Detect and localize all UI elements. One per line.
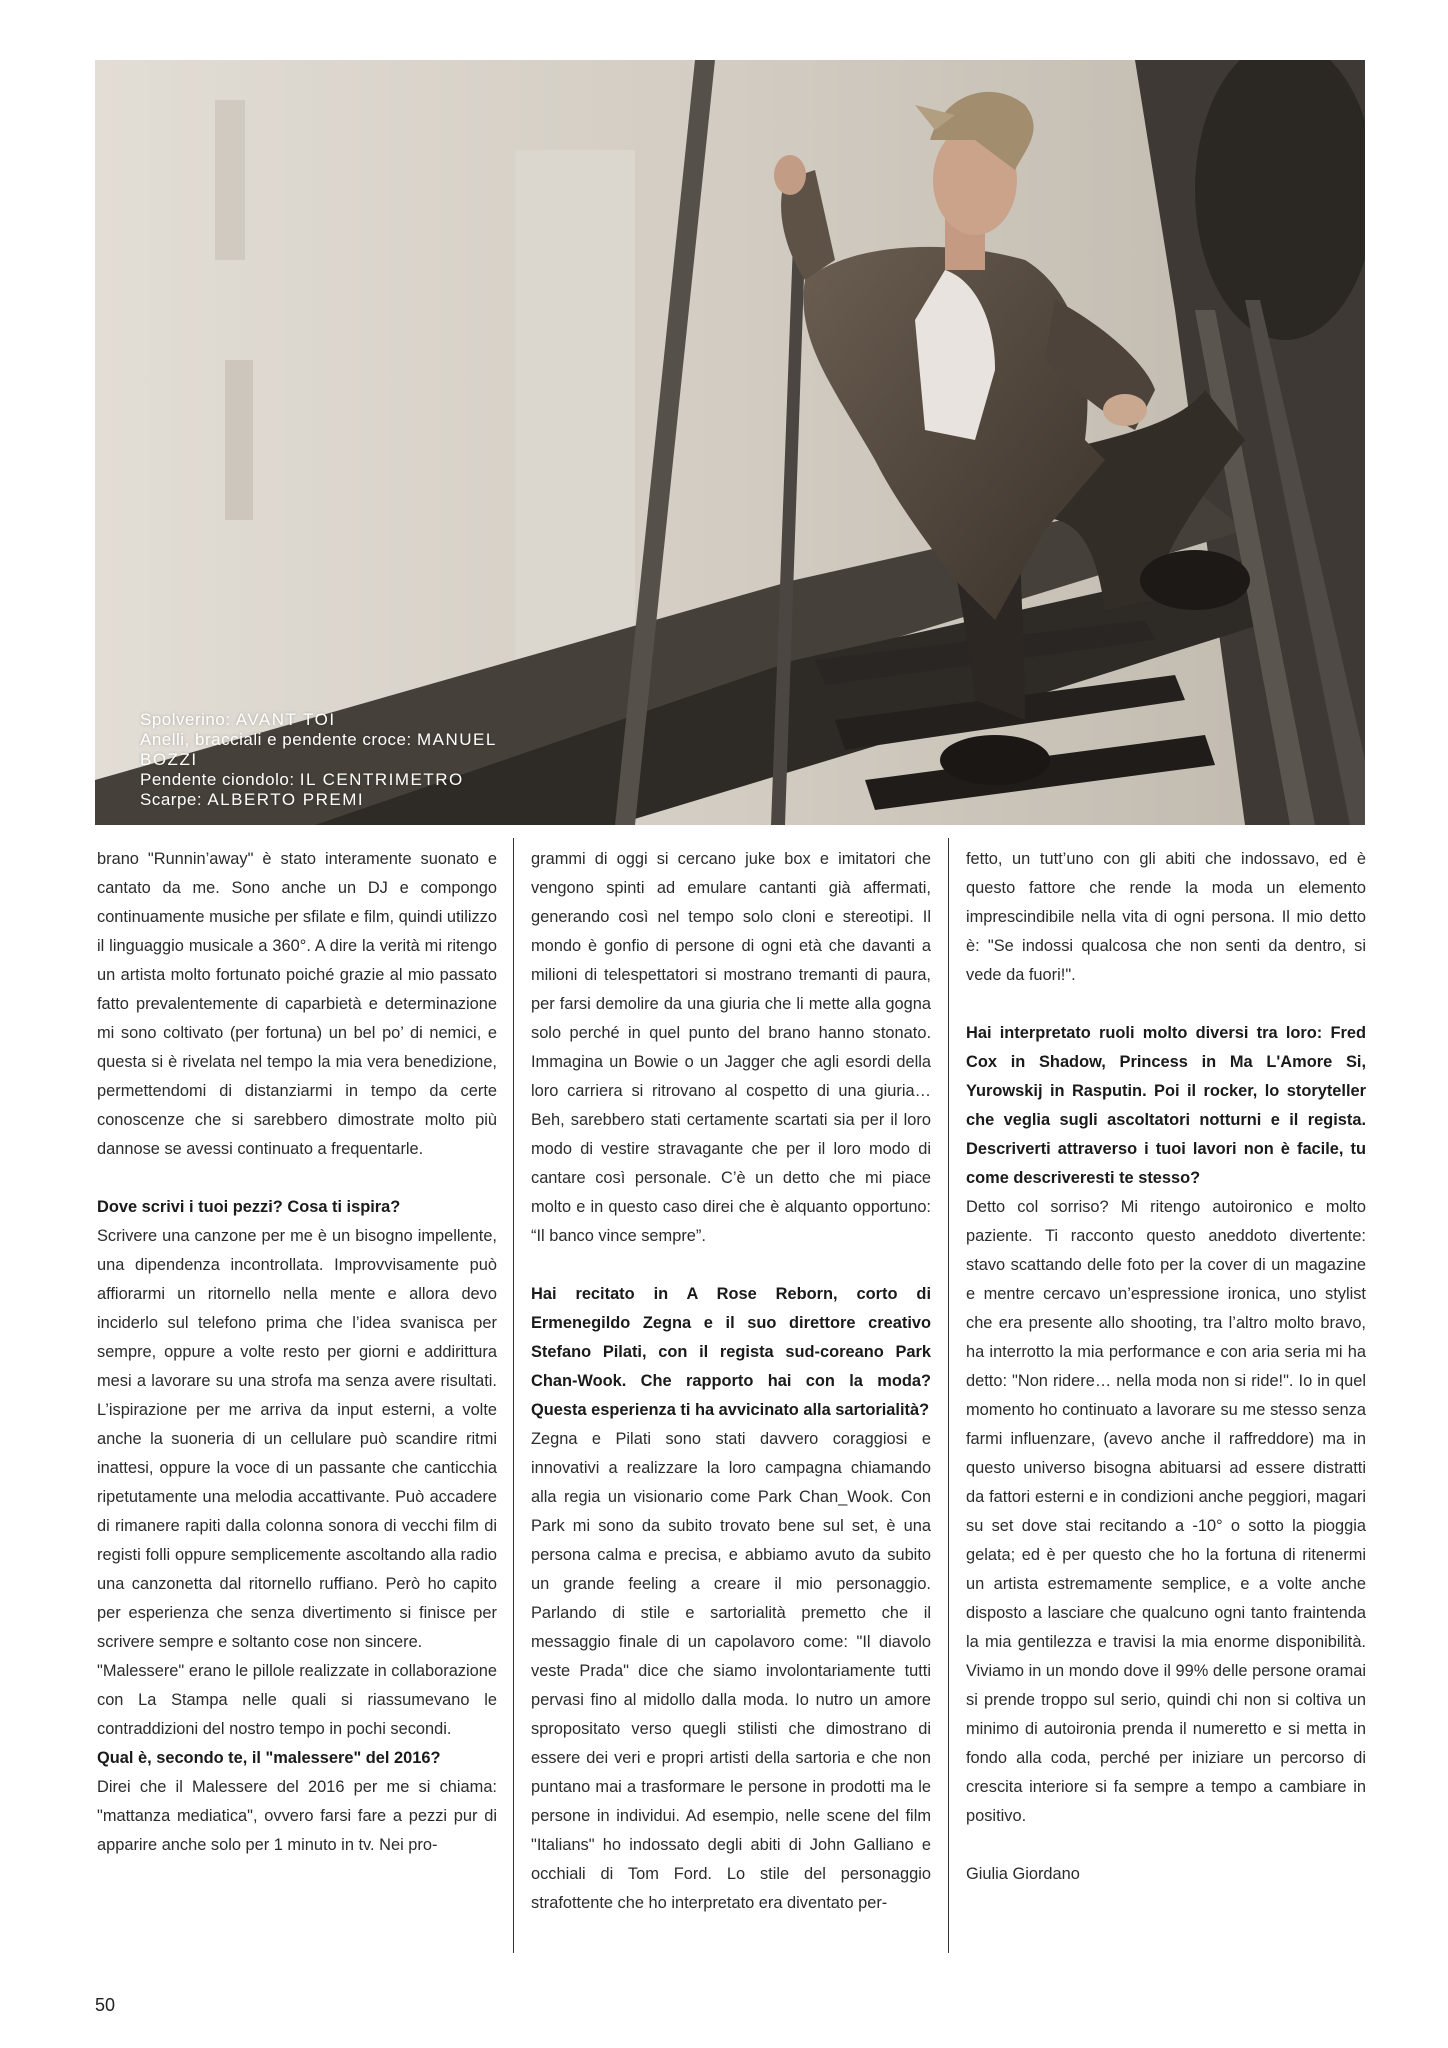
body-paragraph: fetto, un tutt’uno con gli abiti che indossavo, ed è questo fattore che rende la moda un elemento imprescindibile nella vita di ogni persona. Il mio detto è: "Se indossi qualcosa che non senti da dentro, si vede da fuori!". [966,850,1366,984]
paragraph-gap [97,1164,497,1193]
column-divider [948,838,949,1953]
body-paragraph: Direi che il Malessere del 2016 per me si chiama: "mattanza mediatica", ovvero farsi fare a pezzi pur di apparire anche solo per 1 minuto in tv. Nei pro- [97,1778,497,1854]
body-paragraph: "Malessere" erano le pillole realizzate in collaborazione con La Stampa nelle quali si riassumevano le contraddizioni del nostro tempo in pochi secondi. [97,1662,497,1738]
interview-question: Dove scrivi i tuoi pezzi? Cosa ti ispira? [97,1198,401,1216]
interview-question: Hai recitato in A Rose Reborn, corto di Ermenegildo Zegna e il suo direttore creativo Stefano Pilati, con il regista sud-coreano Park Chan-Wook. Che rapporto hai con la moda? Questa esperienza ti ha avvicinato alla sartorialità? [531,1285,931,1419]
hero-photo [95,60,1365,825]
interview-question: Qual è, secondo te, il "malessere" del 2016? [97,1749,441,1767]
body-paragraph: grammi di oggi si cercano juke box e imitatori che vengono spinti ad emulare cantanti già affermati, generando così nel tempo solo cloni e stereotipi. Il mondo è gonfio di persone di ogni età che davanti a milioni di telespettatori si mostrano tremanti di paura, per farsi demolire da una giuria che li mette alla gogna solo perché in quel punto del brano hanno stonato. Immagina un Bowie o un Jagger che agli esordi della loro carriera si ritrovano al cospetto di una giuria… Beh, sarebbero stati certamente scartati sia per il loro modo di vestire stravagante che per il loro modo di cantare così personale. C’è un detto che mi piace molto e in questo caso direi che è alquanto opportuno: “Il banco vince sempre”. [531,850,931,1245]
body-paragraph: brano "Runnin’away" è stato interamente suonato e cantato da me. Sono anche un DJ e compongo continuamente musiche per sfilate e film, quindi utilizzo il linguaggio musicale a 360°. A dire la verità mi ritengo un artista molto fortunato poiché grazie al mio passato fatto prevalentemente di caparbietà e determinazione mi sono coltivato (per fortuna) un bel po’ di nemici, e questa si è rivelata nel tempo la mia vera benedizione, permettendomi di distanziarmi in tempo da certe conoscenze che si sarebbero dimostrate molto più dannose se avessi continuato a frequentarle. [97,850,497,1158]
paragraph-gap [531,1251,931,1280]
credit-line: Anelli, bracciali e pendente croce: MANUEL BOZZI [140,730,497,769]
credit-line: Scarpe: ALBERTO PREMI [140,790,365,809]
text-column-1 [97,845,497,1860]
body-paragraph: Detto col sorriso? Mi ritengo autoironico e molto paziente. Ti racconto questo aneddoto divertente: stavo scattando delle foto per la cover di un magazine e mentre cercavo un’espressione ironica, uno stylist che era presente allo shooting, tra l’altro molto bravo, ha interrotto la mia performance e con aria seria mi ha detto: "Non ridere… nella moda non si ride!". Io in quel momento ho continuato a lavorare su me stesso senza farmi influenzare, (avevo anche il raffreddore) ma in questo universo bisogna abituarsi ad essere distratti da fattori esterni e in condizioni anche peggiori, magari su set dove stai recitando a -10° o sotto la pioggia gelata; ed è per questo che ho la fortuna di ritenermi un artista estremamente semplice, e a volte anche disposto a lasciare che qualcuno ogni tanto fraintenda la mia gentilezza e travisi la mia enorme disponibilità. Viviamo in un mondo dove il 99% delle persone oramai si prende troppo sul serio, quindi chi non si coltiva un minimo di autoironia prenda il numeretto e si metta in fondo alla coda, perché per iniziare un percorso di crescita interiore si fa sempre a tempo a cambiare in positivo. [966,1198,1366,1825]
page-number: 50 [95,1995,116,2015]
paragraph-gap [966,990,1366,1019]
paragraph-gap [966,1831,1366,1860]
body-paragraph: Scrivere una canzone per me è un bisogno impellente, una dipendenza incontrollata. Improvvisamente può affiorarmi un ritornello nella mente e allora devo inciderlo sul telefono prima che l’idea svanisca per sempre, oppure a volte resto per giorni e addirittura mesi a lavorare su una strofa ma senza avere risultati. L’ispirazione per me arriva da input esterni, a volte anche la suoneria di un cellulare può scandire ritmi inattesi, oppure la voce di un passante che canticchia ripetutamente una melodia accattivante. Può accadere di rimanere rapiti dalla colonna sonora di vecchi film di registi folli oppure semplicemente ascoltando alla radio una canzonetta dal ritornello ruffiano. Però ho capito per esperienza che senza divertimento si finisce per scrivere sempre e soltanto cose non sincere. [97,1227,497,1651]
body-paragraph: Giulia Giordano [966,1865,1080,1883]
photo-credits [140,710,540,810]
text-column-2 [531,845,931,1918]
column-divider [513,838,514,1953]
body-paragraph: Zegna e Pilati sono stati davvero coraggiosi e innovativi a realizzare la loro campagna chiamando alla regia un visionario come Park Chan_Wook. Con Park mi sono da subito trovato bene sul set, è una persona calma e precisa, e abbiamo avuto da subito un grande feeling a creare il mio personaggio. Parlando di stile e sartorialità premetto che il messaggio finale di un capolavoro come: "Il diavolo veste Prada" dice che siamo involontariamente tutti pervasi fino al midollo dalla moda. Io nutro un amore spropositato verso quegli stilisti che dimostrano di essere dei veri e propri artisti della sartoria e che non puntano mai a trasformare le persone in prodotti ma le persone in individui. Ad esempio, nelle scene del film "Italians" ho indossato degli abiti di John Galliano e occhiali di Tom Ford. Lo stile del personaggio strafottente che ho interpretato era diventato per- [531,1430,931,1912]
interview-question: Hai interpretato ruoli molto diversi tra loro: Fred Cox in Shadow, Princess in Ma L'Amore Si, Yurowskij in Rasputin. Poi il rocker, lo storyteller che veglia sugli ascoltatori notturni e il regista. Descriverti attraverso i tuoi lavori non è facile, tu come descriveresti te stesso? [966,1024,1366,1187]
credit-line: Spolverino: AVANT TOI [140,710,336,729]
credit-line: Pendente ciondolo: IL CENTRIMETRO [140,770,464,789]
text-column-3 [966,845,1366,1889]
